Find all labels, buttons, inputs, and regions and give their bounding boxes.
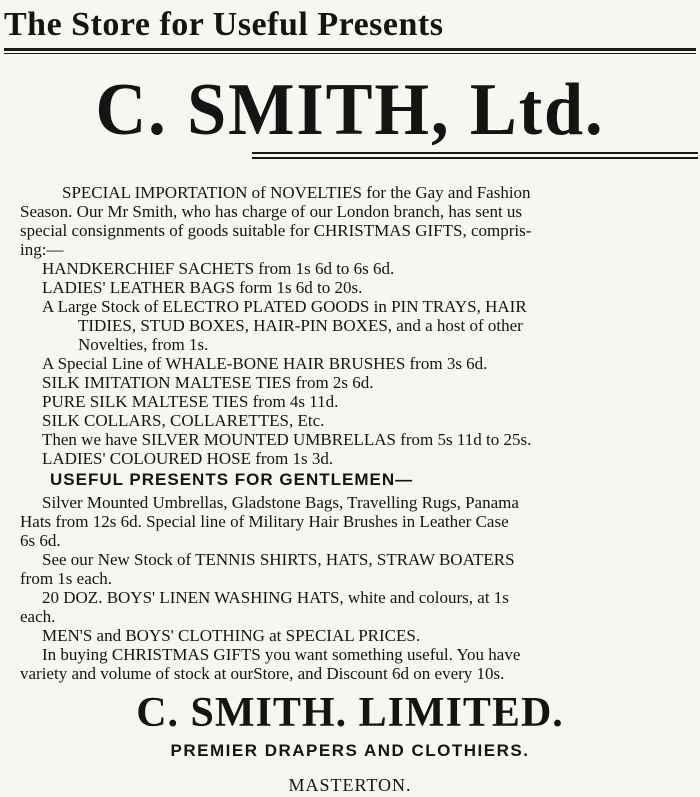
gents-line: each. xyxy=(20,607,56,626)
list-item: SILK COLLARS, COLLARETTES, Etc. xyxy=(42,411,325,430)
headline: The Store for Useful Presents xyxy=(4,6,444,43)
list-item: SILK IMITATION MALTESE TIES from 2s 6d. xyxy=(42,373,374,392)
intro-line: ing:— xyxy=(20,240,64,259)
gents-line: variety and volume of stock at ourStore, and Discount 6d on every 10s. xyxy=(20,664,505,683)
footer-town: MASTERTON. xyxy=(288,775,412,795)
list-item: LADIES' COLOURED HOSE from 1s 3d. xyxy=(42,449,334,468)
footer-tagline: PREMIER DRAPERS AND CLOTHIERS. xyxy=(170,741,530,760)
gentlemen-paragraph xyxy=(20,493,696,683)
gents-line: See our New Stock of TENNIS SHIRTS, HATS, STRAW BOATERS xyxy=(42,550,515,569)
headline-rule xyxy=(4,48,696,51)
gents-line: 20 DOZ. BOYS' LINEN WASHING HATS, white and colours, at 1s xyxy=(42,588,509,607)
gents-line: MEN'S and BOYS' CLOTHING at SPECIAL PRICES. xyxy=(42,626,421,645)
gents-line: 6s 6d. xyxy=(20,531,61,550)
list-item: Then we have SILVER MOUNTED UMBRELLAS from 5s 11d to 25s. xyxy=(42,430,532,449)
intro-line: Season. Our Mr Smith, who has charge of our London branch, has sent us xyxy=(20,202,523,221)
list-item: LADIES' LEATHER BAGS form 1s 6d to 20s. xyxy=(42,278,363,297)
list-item: HANDKERCHIEF SACHETS from 1s 6d to 6s 6d. xyxy=(42,259,395,278)
list-item: PURE SILK MALTESE TIES from 4s 11d. xyxy=(42,392,339,411)
headline-rule-thin xyxy=(4,53,696,54)
list-item: Novelties, from 1s. xyxy=(78,335,209,354)
firm-rule-top xyxy=(252,152,698,154)
list-item: A Large Stock of ELECTRO PLATED GOODS in PIN TRAYS, HAIR xyxy=(42,297,527,316)
gents-line: In buying CHRISTMAS GIFTS you want something useful. You have xyxy=(42,645,521,664)
gents-line: Silver Mounted Umbrellas, Gladstone Bags, Travelling Rugs, Panama xyxy=(42,493,519,512)
gents-line: Hats from 12s 6d. Special line of Military Hair Brushes in Leather Case xyxy=(20,512,509,531)
firm-rule-bottom xyxy=(252,157,698,159)
list-item: TIDIES, STUD BOXES, HAIR-PIN BOXES, and a host of other xyxy=(78,316,523,335)
firm-name: C. SMITH, Ltd. xyxy=(95,69,605,151)
list-item: A Special Line of WHALE-BONE HAIR BRUSHES from 3s 6d. xyxy=(42,354,488,373)
intro-line: special consignments of goods suitable for CHRISTMAS GIFTS, compris- xyxy=(20,221,532,240)
footer-firm-name: C. SMITH. LIMITED. xyxy=(136,690,564,736)
ladies-item-list xyxy=(20,259,696,468)
intro-paragraph xyxy=(20,183,696,259)
gents-line: from 1s each. xyxy=(20,569,113,588)
gentlemen-heading: USEFUL PRESENTS FOR GENTLEMEN— xyxy=(50,470,414,489)
intro-line: SPECIAL IMPORTATION of NOVELTIES for the Gay and Fashion xyxy=(62,183,531,202)
